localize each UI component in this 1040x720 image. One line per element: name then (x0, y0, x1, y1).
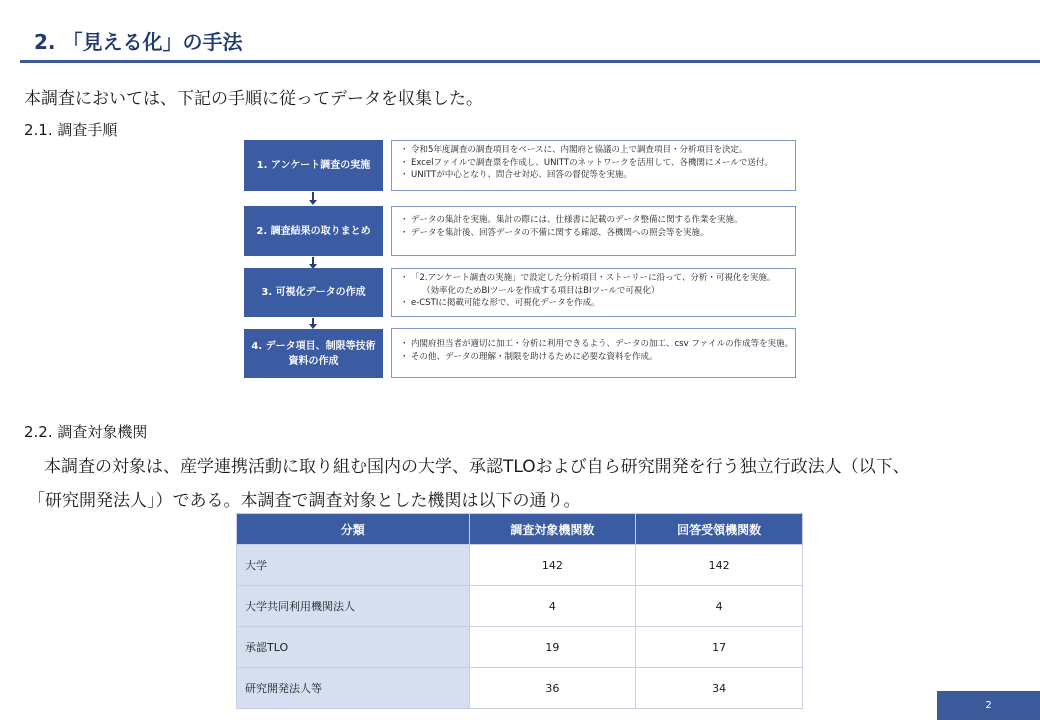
table-cell-value: 36 (469, 668, 636, 709)
step-4-description (391, 328, 796, 378)
step-2-label: 2. 調査結果の取りまとめ (256, 225, 371, 237)
flow-arrow (312, 318, 314, 326)
body-paragraph-line-1: 本調査の対象は、産学連携活動に取り組む国内の大学、承認TLOおよび自ら研究開発を行う独立行政法人（以下、 (44, 457, 910, 477)
page-number: 2 (985, 700, 992, 711)
step-4-label-line-1: 4. データ項目、制限等技術 (251, 340, 376, 352)
table-row (237, 627, 803, 668)
step-2-item: ・ データを集計後、回答データの不備に関する確認、各機関への照会等を実施。 (400, 227, 787, 240)
section-heading-procedure: 2.1. 調査手順 (24, 121, 118, 139)
title-divider (20, 60, 1040, 63)
step-3-box (244, 268, 383, 317)
step-4-label-line-2: 資料の作成 (288, 355, 339, 367)
flow-arrow (312, 257, 314, 266)
table-cell-category: 研究開発法人等 (237, 668, 470, 709)
step-3-subnote: （効率化のためBIツールを作成する項目はBIツールで可視化） (422, 285, 660, 296)
section-heading-targets: 2.2. 調査対象機関 (24, 423, 148, 441)
table-header: 分類 (237, 514, 470, 545)
step-4-item: ・ 内閣府担当者が適切に加工・分析に利用できるよう、データの加工、csv ファイルの作成等を実施。 (400, 338, 787, 351)
step-3-label: 3. 可視化データの作成 (261, 287, 366, 298)
table-cell-value: 4 (636, 586, 803, 627)
step-2-box (244, 206, 383, 256)
table-row (237, 545, 803, 586)
step-2-description (391, 206, 796, 256)
step-3-item: ・ 「2.アンケート調査の実施」で設定した分析項目・ストーリーに沿って、分析・可視化を実施。 (400, 272, 787, 285)
step-3-description (391, 268, 796, 317)
step-4-item: ・ その他、データの理解・制限を助けるために必要な資料を作成。 (400, 351, 787, 364)
step-2-item: ・ データの集計を実施。集計の際には、仕様書に記載のデータ整備に関する作業を実施。 (400, 214, 787, 227)
table-cell-value: 4 (469, 586, 636, 627)
table-cell-value: 142 (469, 545, 636, 586)
step-4-box (244, 329, 383, 378)
step-1-description (391, 140, 796, 191)
step-1-item: ・ 令和5年度調査の調査項目をベースに、内閣府と協議の上で調査項目・分析項目を決定。 (400, 144, 787, 157)
table-row (237, 668, 803, 709)
step-1-box (244, 140, 383, 191)
table-cell-category: 承認TLO (237, 627, 470, 668)
page-number-badge (937, 691, 1040, 720)
body-paragraph-line-2: 「研究開発法人」）である。本調査で調査対象とした機関は以下の通り。 (28, 491, 581, 511)
flow-arrow (312, 192, 314, 202)
table-cell-category: 大学共同利用機関法人 (237, 586, 470, 627)
target-institutions-table (236, 513, 803, 709)
step-1-item: ・ UNITTが中心となり、問合せ対応、回答の督促等を実施。 (400, 169, 787, 182)
step-1-label: 1. アンケート調査の実施 (256, 160, 371, 171)
intro-text: 本調査においては、下記の手順に従ってデータを収集した。 (24, 89, 483, 109)
step-1-item: ・ Excelファイルで調査票を作成し、UNITTのネットワークを活用して、各機関にメールで送付。 (400, 157, 787, 170)
table-header: 調査対象機関数 (469, 514, 636, 545)
table-header: 回答受領機関数 (636, 514, 803, 545)
table-cell-value: 19 (469, 627, 636, 668)
table-header-row (237, 514, 803, 545)
page-title: 2. 「見える化」の手法 (34, 30, 243, 54)
step-3-item: ・ e-CSTIに掲載可能な形で、可視化データを作成。 (400, 297, 787, 310)
table-row (237, 586, 803, 627)
table-cell-value: 142 (636, 545, 803, 586)
table-cell-value: 34 (636, 668, 803, 709)
table-cell-category: 大学 (237, 545, 470, 586)
table-cell-value: 17 (636, 627, 803, 668)
